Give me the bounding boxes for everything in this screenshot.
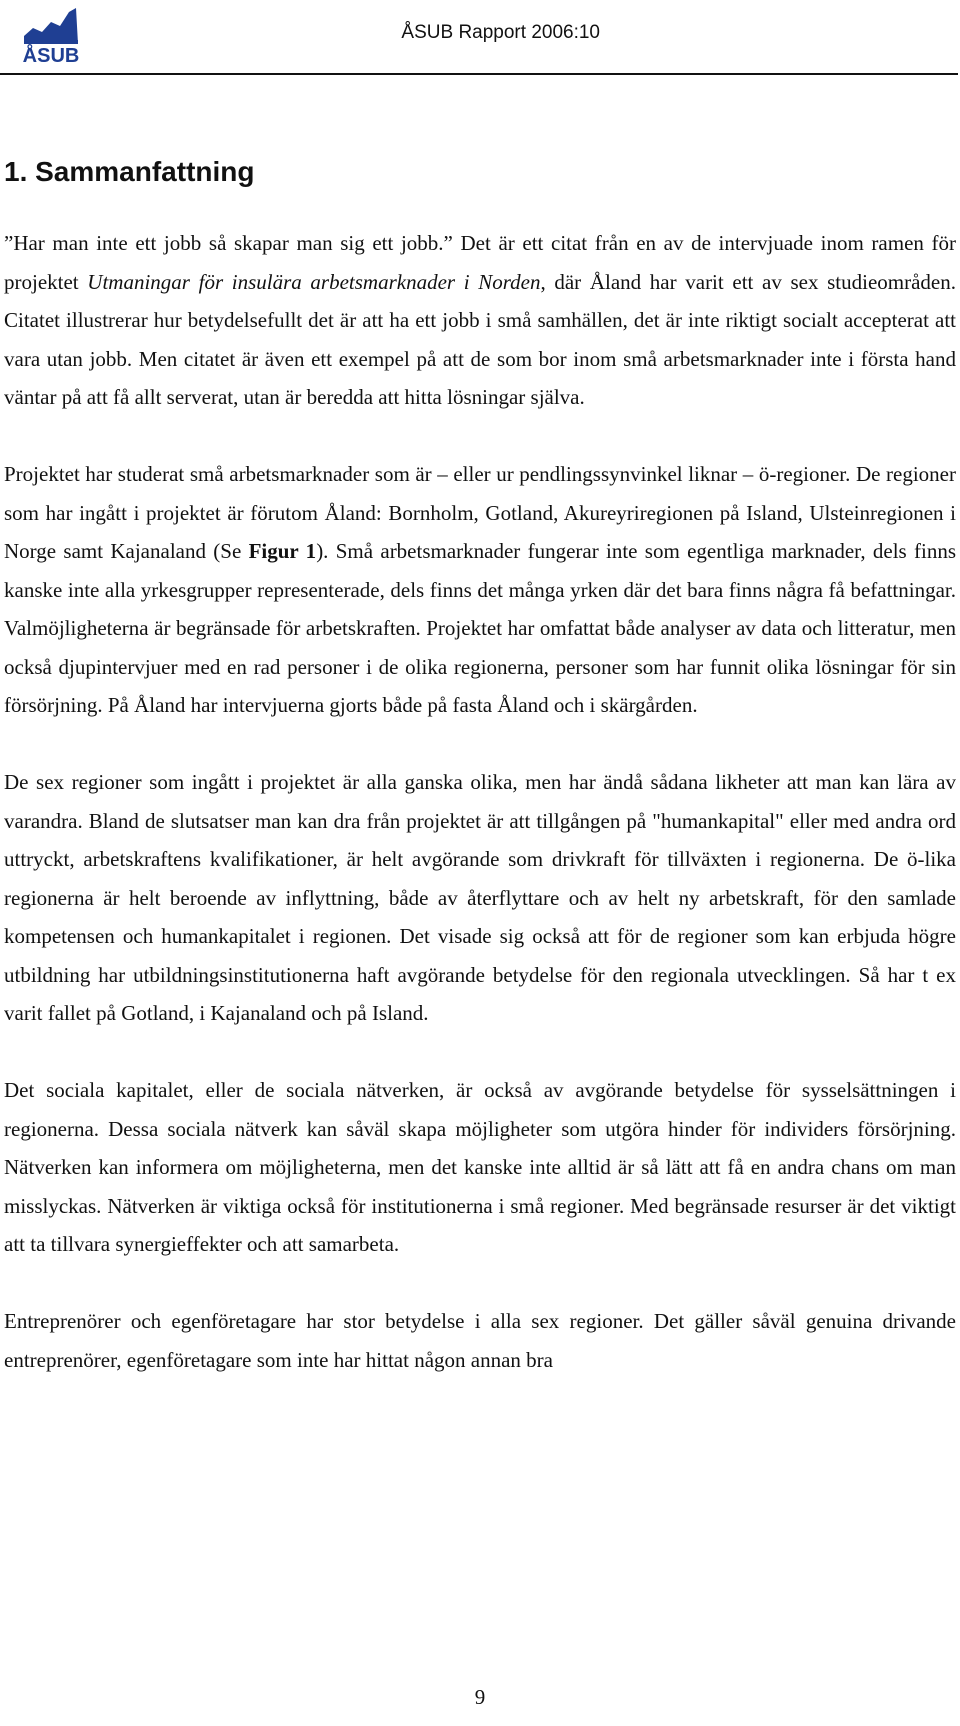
- paragraph-2-text-b: ). Små arbetsmarknader fungerar inte som egentliga marknader, dels finns kanske inte alla yrkesgrupper representerade, dels finns det många yrken där det bara finns några få befattningar. Valmöjligheterna är begränsade för arbetskraften. Projektet har omfattat både analyser av data och litteratur, men också djupintervjuer med en rad personer i de olika regionerna, personer som har funnit olika lösningar för sin försörjning. På Åland har intervjuerna gjorts både på fasta Åland och i skärgården.: [4, 539, 957, 717]
- header-rule: [0, 73, 958, 75]
- paragraph-2-text-a: Projektet har studerat små arbetsmarknader som är – eller ur pendlingssynvinkel liknar – ö-regioner. De regioner som har ingått i projektet är förutom Åland: Bornholm, Gotland, Akureyriregionen på Island, Ulsteinregionen i Norge samt Kajanaland (Se: [4, 462, 956, 563]
- project-name: Utmaningar för insulära arbetsmarknader i Norden: [87, 269, 541, 294]
- asub-logo-graphic: [20, 6, 82, 66]
- asub-logo: [20, 6, 82, 66]
- paragraph-1-text-b: , där Åland har varit ett av sex studieområden. Citatet illustrerar hur betydelsefullt det är att ha ett jobb i små samhällen, det är inte riktigt socialt accepterat att vara utan jobb. Men citatet är även ett exempel på att de som bor inom små arbetsmarknader inte i första hand väntar på att få allt serverat, utan är beredda att hitta lösningar själva.: [4, 269, 957, 409]
- paragraph-1-text-a: ”Har man inte ett jobb så skapar man sig ett jobb.” Det är ett citat från en av de intervjuade inom ramen för projektet: [4, 231, 956, 294]
- paragraph-2: [4, 455, 956, 725]
- asub-logo-text: ÅSUB: [22, 45, 80, 66]
- paragraph-3: De sex regioner som ingått i projektet är alla ganska olika, men har ändå sådana likheter att man kan lära av varandra. Bland de slutsatser man kan dra från projektet är att tillgången på "humankapital" eller med andra ord uttryckt, arbetskraftens kvalifikationer, är helt avgörande som drivkraft för tillväxten i regionerna. De ö-lika regionerna är helt beroende av inflyttning, både av återflyttare och av helt ny arbetskraft, för den samlade kompetensen och humankapitalet i regionen. Det visade sig också att för de regioner som kan erbjuda högre utbildning har utbildningsinstitutionerna haft avgörande betydelse för den regionala utvecklingen. Så har t ex varit fallet på Gotland, i Kajanaland och på Island.: [4, 770, 956, 1025]
- paragraph-5: Entreprenörer och egenföretagare har stor betydelse i alla sex regioner. Det gäller såväl genuina drivande entreprenörer, egenföretagare som inte har hittat någon annan bra: [4, 1309, 956, 1372]
- paragraph-1: [4, 224, 956, 417]
- document-body: [4, 224, 956, 1379]
- figure-reference: Figur 1: [248, 539, 317, 563]
- paragraph-4: Det sociala kapitalet, eller de sociala nätverken, är också av avgörande betydelse för sysselsättningen i regionerna. Dessa sociala nätverk kan såväl skapa möjligheter som utgöra hinder för individers försörjning. Nätverken kan informera om möjligheterna, men det kanske inte alltid är så lätt att få en andra chans om man misslyckas. Nätverken är viktiga också för institutionerna i små regioner. Med begränsade resurser är det viktigt att ta tillvara synergieffekter och att samarbeta.: [4, 1078, 956, 1256]
- section-heading: 1. Sammanfattning: [4, 156, 255, 187]
- report-id: ÅSUB Rapport 2006:10: [401, 22, 600, 43]
- page-number: 9: [474, 1685, 486, 1709]
